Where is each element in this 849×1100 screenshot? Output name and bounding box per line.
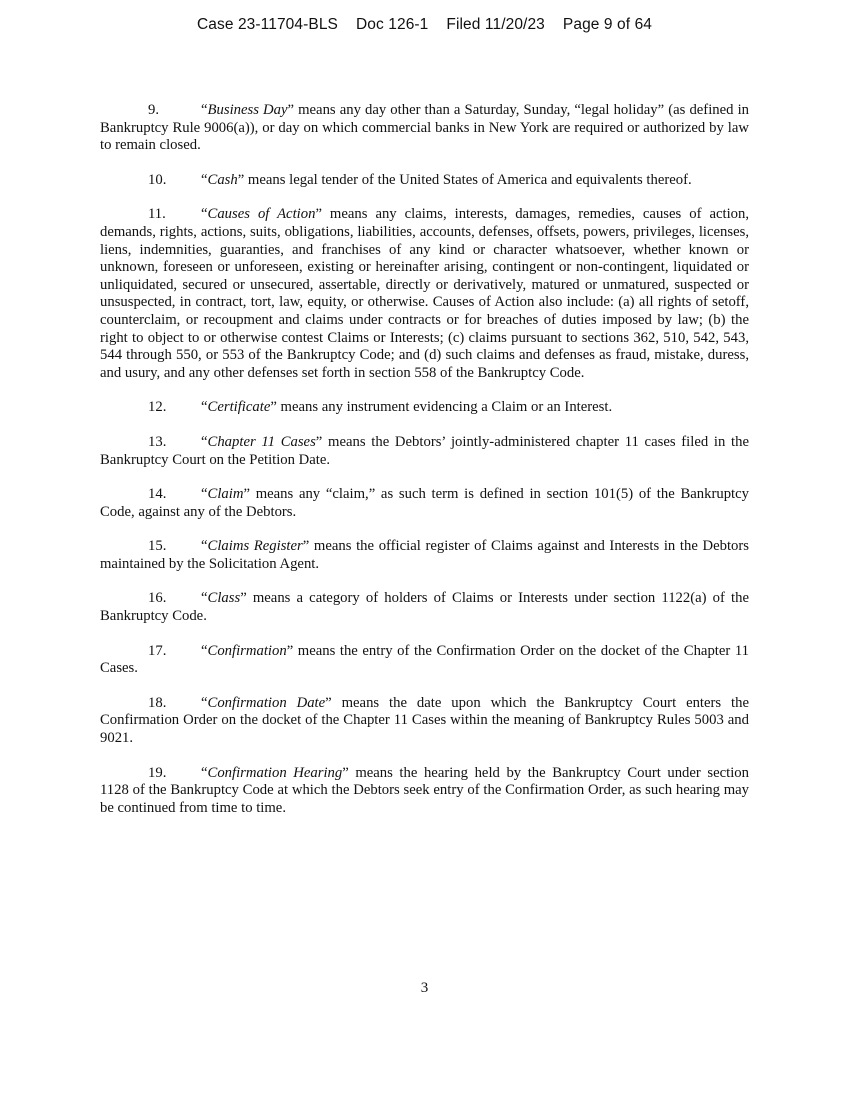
definition-text: ” means the hearing held by the Bankruptcy Court under section 1128 of the Bankruptcy Code at which the Debtors seek entry of the Confirmation Order, as such hearing may be continued from time to time. xyxy=(100,764,749,816)
open-quote: “ xyxy=(201,171,208,188)
definition-text: ” means the Debtors’ jointly-administered chapter 11 cases filed in the Bankruptcy Court on the Petition Date. xyxy=(100,433,749,468)
open-quote: “ xyxy=(201,399,208,416)
open-quote: “ xyxy=(201,486,208,503)
definitions-section xyxy=(100,102,749,834)
defined-term: Claims Register xyxy=(207,538,303,555)
definition-text: ” means a category of holders of Claims or Interests under section 1122(a) of the Bankruptcy Code. xyxy=(100,590,749,625)
definition-paragraph xyxy=(100,172,749,190)
doc-number: Doc 126-1 xyxy=(355,16,429,33)
case-header xyxy=(0,16,849,34)
definition-paragraph xyxy=(100,765,749,818)
definition-text: ” means any “claim,” as such term is defined in section 101(5) of the Bankruptcy Code, against any of the Debtors. xyxy=(100,486,749,520)
defined-term: Chapter 11 Cases xyxy=(207,433,316,450)
paragraph-number: 9. xyxy=(148,102,160,118)
paragraph-number: 14. xyxy=(148,486,167,503)
open-quote: “ xyxy=(201,102,208,118)
page-number: 3 xyxy=(420,980,429,996)
open-quote: “ xyxy=(201,764,208,781)
definition-text: ” means the entry of the Confirmation Order on the docket of the Chapter 11 Cases. xyxy=(100,642,749,677)
paragraph-number: 15. xyxy=(148,538,167,555)
definition-paragraph xyxy=(100,102,749,155)
paragraph-number: 19. xyxy=(148,764,167,781)
paragraph-number: 13. xyxy=(148,433,167,450)
paragraph-number: 12. xyxy=(148,399,167,416)
paragraph-number: 11. xyxy=(148,206,166,223)
defined-term: Certificate xyxy=(207,399,271,416)
definition-text: ” means any claims, interests, damages, remedies, causes of action, demands, rights, actions, suits, obligations, liabilities, accounts, defenses, offsets, powers, privileges, licenses, liens, indemnities, guaranties, and franchises of any kind or character whatsoever, whether known or unknown, foreseen or unforeseen, existing or hereinafter arising, contingent or non-contingent, liquidated or unliquidated, secured or unsecured, assertable, directly or derivatively, matured or unmatured, suspected or unsuspected, in contract, tort, law, equity, or otherwise. Causes of Action also include: (a) all rights of setoff, counterclaim, or recoupment and claims under contracts or for breaches of duties imposed by law; (b) the right to object to or otherwise contest Claims or Interests; (c) claims pursuant to sections 362, 510, 542, 543, 544 through 550, or 553 of the Bankruptcy Code; and (d) such claims and defenses as fraud, mistake, duress, and usury, and any other defenses set forth in section 558 of the Bankruptcy Code. xyxy=(100,206,750,381)
defined-term: Confirmation xyxy=(207,642,287,659)
paragraph-number: 16. xyxy=(148,590,167,607)
defined-term: Claim xyxy=(207,486,244,503)
definition-text: ” means any instrument evidencing a Claim or an Interest. xyxy=(270,399,613,416)
definition-text: ” means the official register of Claims against and Interests in the Debtors maintained by the Solicitation Agent. xyxy=(100,538,750,572)
filed-date: Filed 11/20/23 xyxy=(446,16,545,33)
defined-term: Confirmation Date xyxy=(207,694,326,711)
page-of-total: Page 9 of 64 xyxy=(562,16,653,33)
open-quote: “ xyxy=(201,433,208,450)
defined-term: Confirmation Hearing xyxy=(207,764,343,781)
paragraph-number: 10. xyxy=(148,171,167,188)
definition-paragraph xyxy=(100,538,749,573)
definition-text: ” means the date upon which the Bankruptcy Court enters the Confirmation Order on the docket of the Chapter 11 Cases within the meaning of Bankruptcy Rules 5003 and 9021. xyxy=(100,694,750,747)
definition-paragraph xyxy=(100,486,749,521)
definition-paragraph xyxy=(100,399,749,417)
definition-paragraph xyxy=(100,643,749,678)
definition-paragraph xyxy=(100,695,749,748)
paragraph-number: 18. xyxy=(148,694,167,711)
open-quote: “ xyxy=(201,590,208,607)
paragraph-number: 17. xyxy=(148,642,167,659)
defined-term: Cash xyxy=(207,171,238,188)
case-number: Case 23-11704-BLS xyxy=(196,16,338,33)
definition-paragraph xyxy=(100,434,749,469)
open-quote: “ xyxy=(201,206,208,223)
open-quote: “ xyxy=(201,642,208,659)
definition-text: ” means any day other than a Saturday, Sunday, “legal holiday” (as defined in Bankruptcy Rule 9006(a)), or day on which commercial banks in New York are required or authorized by law to remain closed. xyxy=(100,102,749,154)
open-quote: “ xyxy=(201,538,208,555)
definition-paragraph xyxy=(100,590,749,625)
definition-text: ” means legal tender of the United States of America and equivalents thereof. xyxy=(237,171,692,188)
defined-term: Causes of Action xyxy=(207,206,316,223)
open-quote: “ xyxy=(201,694,208,711)
definition-paragraph xyxy=(100,206,749,382)
defined-term: Class xyxy=(207,590,241,607)
defined-term: Business Day xyxy=(207,102,288,118)
